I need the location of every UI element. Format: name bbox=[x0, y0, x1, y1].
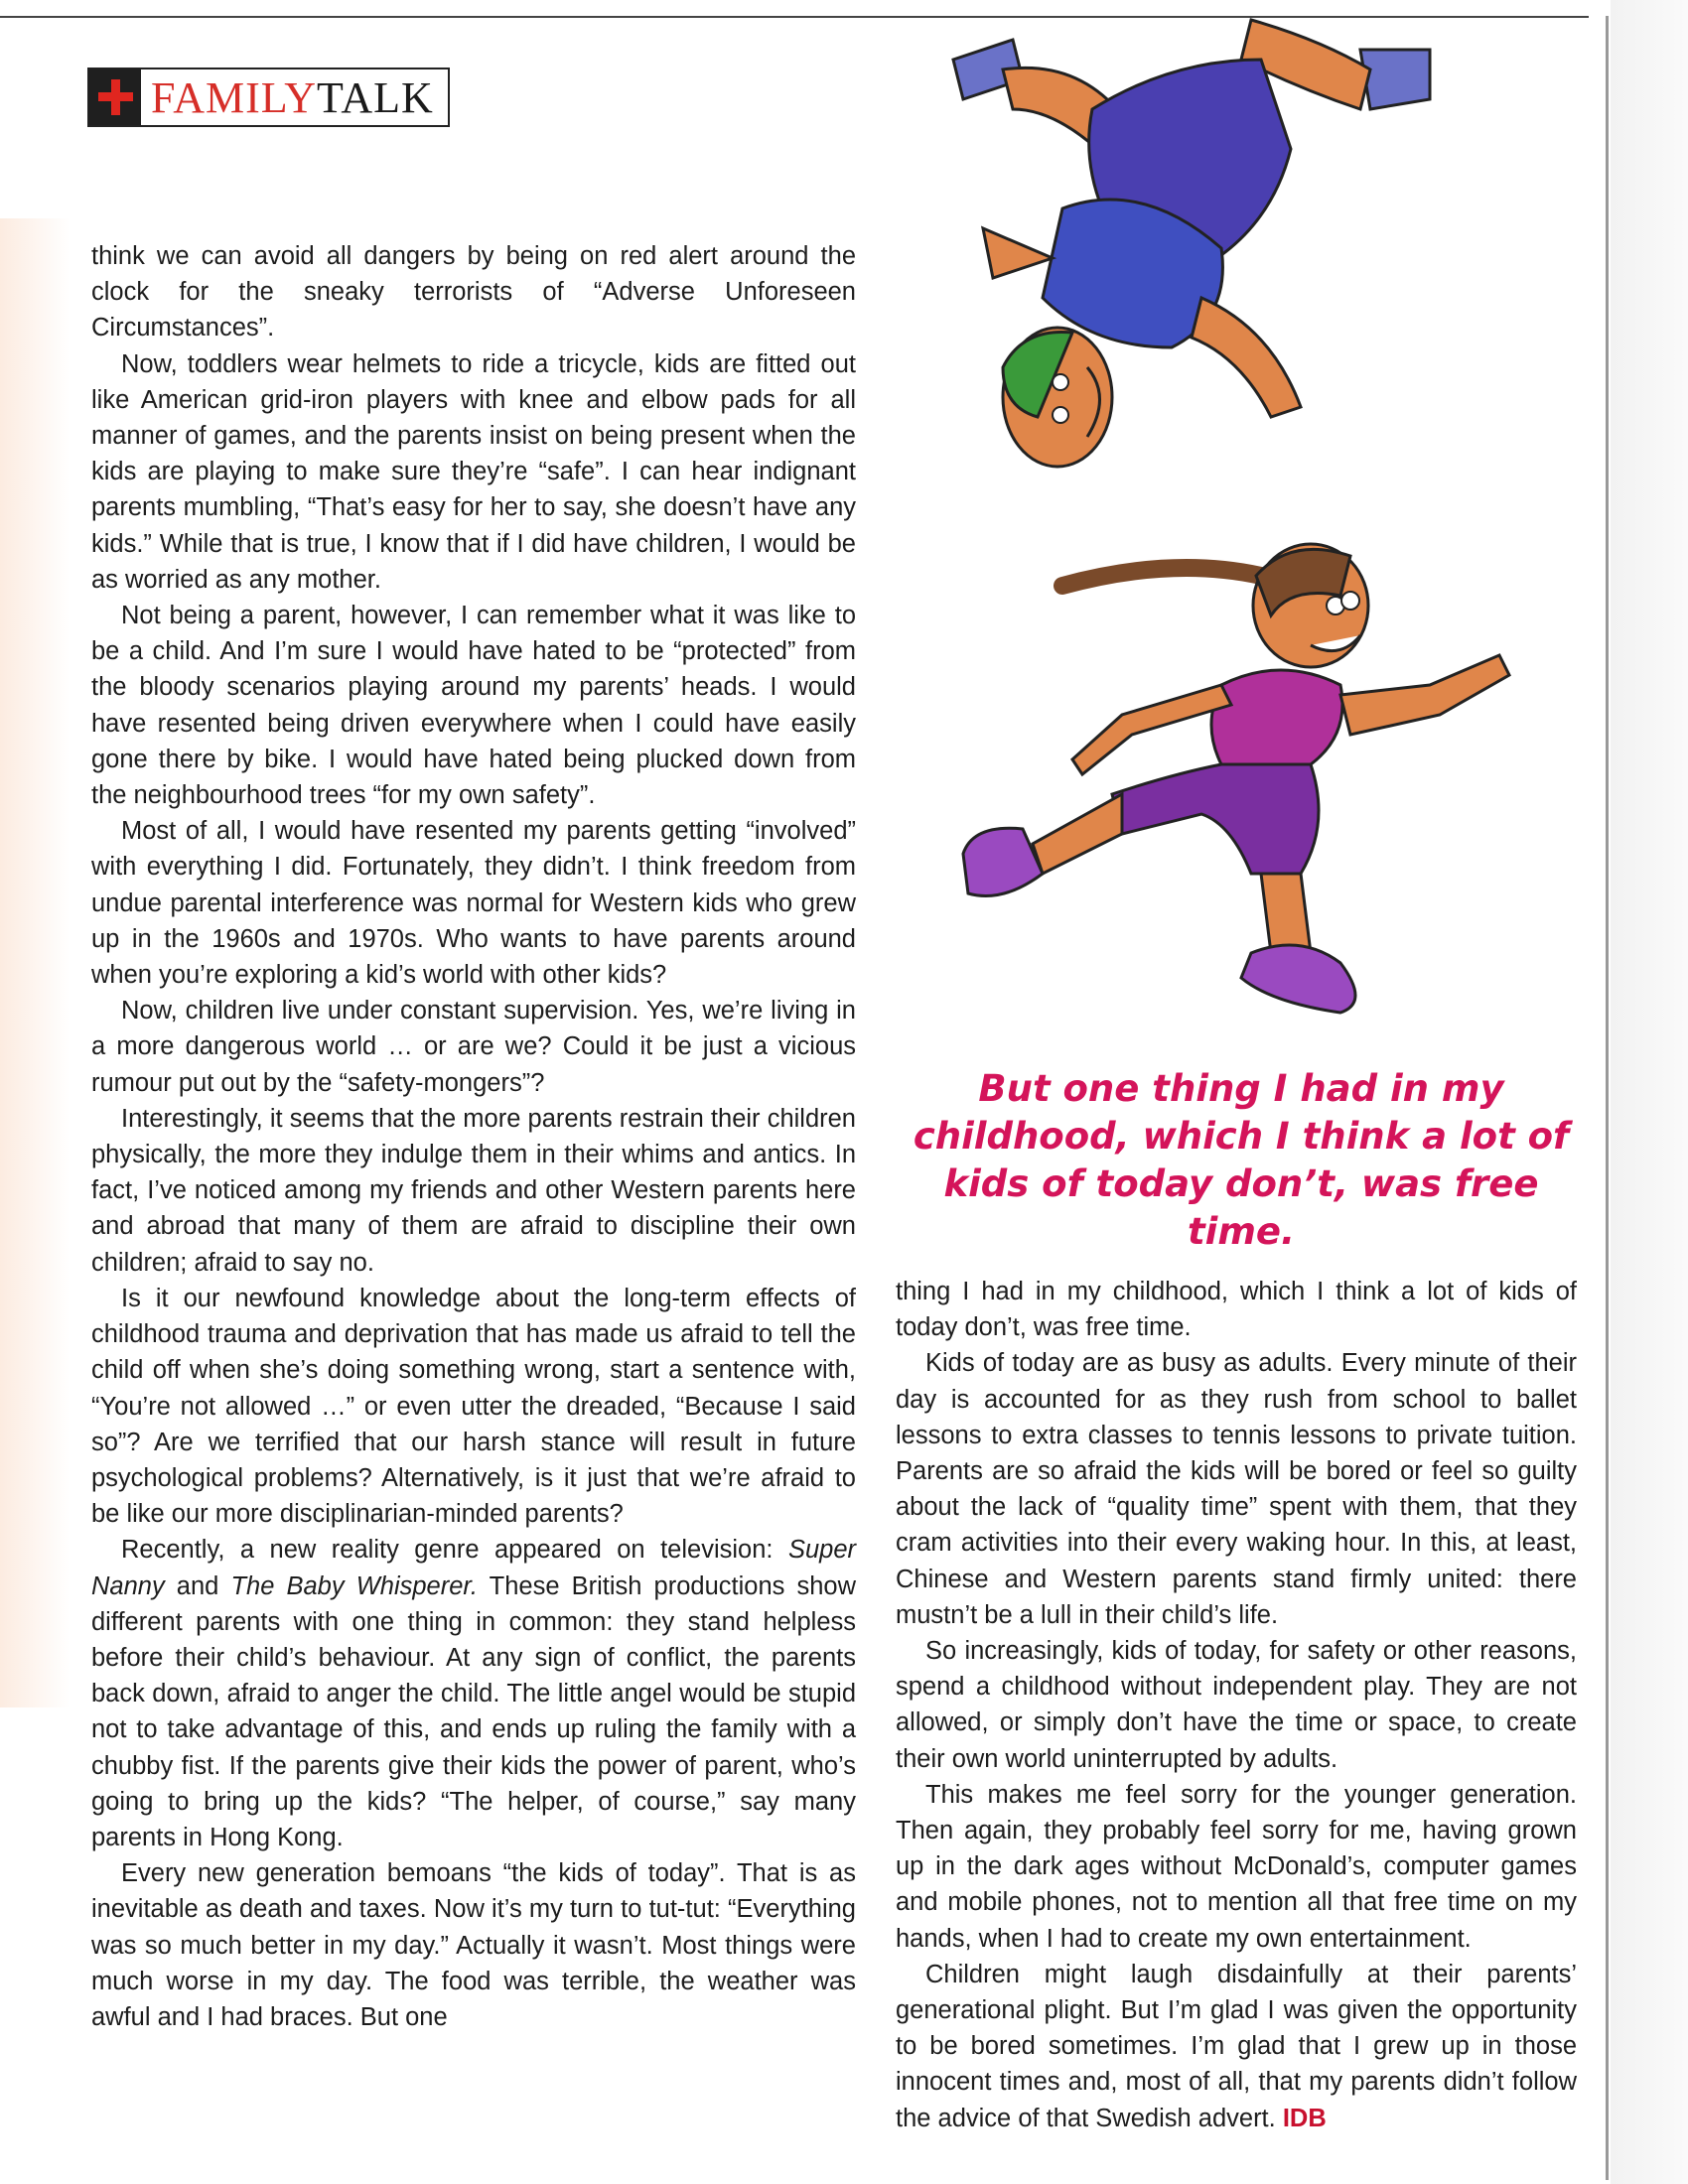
pull-quote: But one thing I had in my childhood, which I think a lot of kids of today don’t, was free time. bbox=[913, 1067, 1570, 1253]
author-signature: IDB bbox=[1282, 2104, 1327, 2132]
paragraph: Is it our newfound knowledge about the long-term effects of childhood trauma and deprivation that has made us afraid to tell the child off when she’s doing something wrong, start a sentence with, “You’re not allowed …” or even utter the dreaded, “Because I said so”? Are we terrified that our harsh stance will result in future psychological problems? Alternatively, is it just that we’re afraid to be like our more disciplinarian-minded parents? bbox=[91, 1284, 856, 1529]
section-title-part2: TALK bbox=[317, 72, 434, 122]
margin-bleed bbox=[0, 218, 70, 1707]
left-column bbox=[91, 238, 856, 2035]
paragraph: Every new generation bemoans “the kids of today”. That is as inevitable as death and taxes. Now it’s my turn to tut-tut: “Everything was so much better in my day.” Actually it wasn’t. Most things were much worse in my day. The food was terrible, the weather was awful and I had braces. But one bbox=[91, 1859, 856, 2031]
paragraph: Now, children live under constant supervision. Yes, we’re living in a more dangerous world … or are we? Could it be just a vicious rumour put out by the “safety-mongers”? bbox=[91, 997, 856, 1097]
paragraph: Now, toddlers wear helmets to ride a tricycle, kids are fitted out like American grid-iron players with knee and elbow pads for all manner of games, and the parents insist on being present when the kids are playing to make sure they’re “safe”. I can hear indignant parents mumbling, “That’s easy for her to say, she doesn’t have any kids.” While that is true, I know that if I did have children, I would be as worried as any mother. bbox=[91, 349, 856, 594]
paragraph: Interestingly, it seems that the more parents restrain their children physically, the more they indulge them in their whims and antics. In fact, I’ve noticed among my friends and other Western parents here and abroad that many of them are afraid to discipline their own children; afraid to say no. bbox=[91, 1104, 856, 1277]
show-title: Super Nanny bbox=[91, 1536, 856, 1600]
paragraph-text: and bbox=[164, 1571, 231, 1600]
section-header bbox=[87, 68, 450, 127]
paragraph: This makes me feel sorry for the younger generation. Then again, they probably feel sorry for me, having grown up in the dark ages without McDonald’s, computer games and mobile phones, not to mention all that free time on my hands, when I had to create my own entertainment. bbox=[896, 1780, 1577, 1953]
paragraph bbox=[91, 1532, 856, 1855]
page-edge-shadow bbox=[1611, 0, 1688, 2184]
paragraph bbox=[896, 1957, 1577, 2136]
paragraph: Not being a parent, however, I can remember what it was like to be a child. And I’m sure I would have hated to be “protected” from the bloody scenarios playing around my parents’ heads. I would have resented being driven everywhere when I could have easily gone there by bike. I would have hated being plucked down from the neighbourhood trees “for my own safety”. bbox=[91, 602, 856, 810]
boy-figure bbox=[953, 20, 1430, 467]
paragraph: Most of all, I would have resented my parents getting “involved” with everything I did. Fortunately, they didn’t. I think freedom from undue parental interference was normal for Western kids who grew up in the 1960s and 1970s. Who wants to have parents around when you’re exploring a kid’s world with other kids? bbox=[91, 817, 856, 990]
right-column bbox=[896, 1274, 1577, 2136]
section-title bbox=[141, 69, 448, 125]
section-title-part1: FAMILY bbox=[151, 72, 318, 122]
paragraph-text: Recently, a new reality genre appeared on television: bbox=[121, 1536, 788, 1565]
paragraph-text: These British productions show different parents with one thing in common: they stand helpless before their child’s behaviour. At any sign of conflict, the parents back down, afraid to anger the child. The little angel would be stupid not to take advantage of this, and ends up ruling the family with a chubby fist. If the parents give their kids the power of parent, who’s going to bring up the kids? “The helper, of course,” say many parents in Hong Kong. bbox=[91, 1571, 856, 1851]
illustration bbox=[874, 0, 1609, 1042]
girl-figure bbox=[963, 544, 1509, 1013]
paragraph: thing I had in my childhood, which I think a lot of kids of today don’t, was free time. bbox=[896, 1278, 1577, 1342]
paragraph: So increasingly, kids of today, for safety or other reasons, spend a childhood without independent play. They are not allowed, or simply don’t have the time or space, to create their own world uninterrupted by adults. bbox=[896, 1637, 1577, 1773]
paragraph-text: Children might laugh disdainfully at their parents’ generational plight. But I’m glad I was given the opportunity to be bored sometimes. I’m glad that I grew up in those innocent times and, most of all, that my parents didn’t follow the advice of that Swedish advert. bbox=[896, 1960, 1577, 2132]
paragraph: think we can avoid all dangers by being on red alert around the clock for the sneaky terrorists of “Adverse Unforeseen Circumstances”. bbox=[91, 242, 856, 342]
cross-icon bbox=[89, 69, 141, 125]
show-title: The Baby Whisperer. bbox=[230, 1571, 479, 1600]
paragraph: Kids of today are as busy as adults. Every minute of their day is accounted for as they rush from school to ballet lessons to extra classes to tennis lessons to private tuition. Parents are so afraid the kids will be bored or feel so guilty about the lack of “quality time” spent with them, that they cram activities into their every waking hour. In this, at least, Chinese and Western parents stand firmly united: there mustn’t be a lull in their child’s life. bbox=[896, 1349, 1577, 1629]
